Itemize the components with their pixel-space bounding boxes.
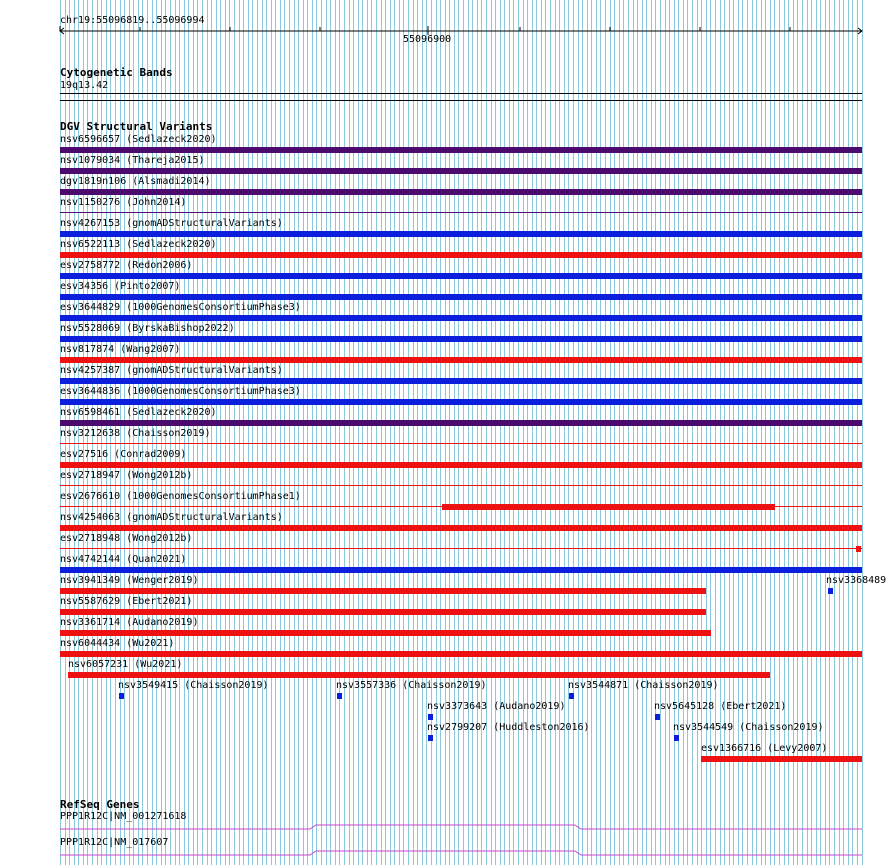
variant-bar[interactable]	[60, 294, 862, 300]
variant-bar[interactable]	[60, 315, 862, 321]
variant-bar[interactable]	[60, 357, 862, 363]
variant-label: nsv3361714 (Audano2019)	[60, 617, 199, 628]
variant-marker[interactable]	[674, 735, 679, 741]
variant-bar[interactable]	[60, 336, 862, 342]
variant-label: nsv4742144 (Quan2021)	[60, 554, 187, 565]
variant-label: esv3644829 (1000GenomesConsortiumPhase3)	[60, 302, 301, 313]
variant-marker[interactable]	[828, 588, 833, 594]
variant-label: nsv3549415 (Chaisson2019)	[118, 680, 269, 691]
variant-label: nsv1150276 (John2014)	[60, 197, 187, 208]
variant-label: nsv6522113 (Sedlazeck2020)	[60, 239, 217, 250]
variant-label: esv2676610 (1000GenomesConsortiumPhase1)	[60, 491, 301, 502]
variant-label: esv34356 (Pinto2007)	[60, 281, 181, 292]
gene-label: PPP1R12C|NM_017607	[60, 837, 169, 848]
variant-label: nsv4267153 (gnomADStructuralVariants)	[60, 218, 283, 229]
variant-label: esv27516 (Conrad2009)	[60, 449, 187, 460]
variant-bar[interactable]	[60, 212, 862, 213]
variant-bar[interactable]	[68, 672, 770, 678]
variant-label: nsv3373643 (Audano2019)	[427, 701, 566, 712]
gene-model[interactable]	[60, 820, 862, 832]
variant-bar[interactable]	[60, 630, 711, 636]
cytoband-bar-bottom	[60, 100, 862, 101]
variant-bar[interactable]	[60, 147, 862, 153]
variant-label: esv2758772 (Redon2006)	[60, 260, 193, 271]
variant-bar[interactable]	[60, 420, 862, 426]
cytoband-label: 19q13.42	[60, 80, 109, 91]
variant-bar[interactable]	[60, 485, 862, 486]
variant-label: esv3644836 (1000GenomesConsortiumPhase3)	[60, 386, 301, 397]
variant-label: nsv6057231 (Wu2021)	[68, 659, 183, 670]
variant-label: nsv3368489	[826, 575, 887, 586]
variant-bar[interactable]	[60, 231, 862, 237]
cytoband-track-title: Cytogenetic Bands	[60, 66, 173, 79]
dgv-track-title: DGV Structural Variants	[60, 120, 213, 133]
gene-model[interactable]	[60, 846, 862, 858]
variant-label: esv1366716 (Levy2007)	[701, 743, 828, 754]
variant-label: nsv5528069 (ByrskaBishop2022)	[60, 323, 235, 334]
gene-label: PPP1R12C|NM_001271618	[60, 811, 187, 822]
variant-bar[interactable]	[60, 189, 862, 195]
variant-marker[interactable]	[428, 735, 433, 741]
cytoband-bar-top[interactable]	[60, 93, 862, 94]
variant-marker[interactable]	[119, 693, 124, 699]
variant-bar[interactable]	[60, 567, 862, 573]
variant-segment[interactable]	[442, 504, 775, 510]
variant-label: nsv2799207 (Huddleston2016)	[427, 722, 590, 733]
variant-label: nsv5645128 (Ebert2021)	[654, 701, 787, 712]
variant-label: nsv3557336 (Chaisson2019)	[336, 680, 487, 691]
variant-label: nsv3212638 (Chaisson2019)	[60, 428, 211, 439]
variant-label: esv2718947 (Wong2012b)	[60, 470, 193, 481]
ruler-center-label: 55096900	[403, 34, 452, 45]
variant-label: nsv3544871 (Chaisson2019)	[568, 680, 719, 691]
variant-label: nsv6598461 (Sedlazeck2020)	[60, 407, 217, 418]
variant-bar[interactable]	[60, 443, 862, 444]
variant-bar[interactable]	[60, 399, 862, 405]
variant-label: nsv1079034 (Thareja2015)	[60, 155, 205, 166]
variant-label: nsv5587629 (Ebert2021)	[60, 596, 193, 607]
variant-bar[interactable]	[60, 273, 862, 279]
variant-label: dgv1819n106 (Alsmadi2014)	[60, 176, 211, 187]
variant-label: esv2718948 (Wong2012b)	[60, 533, 193, 544]
variant-bar[interactable]	[60, 525, 862, 531]
variant-label: nsv817874 (Wang2007)	[60, 344, 181, 355]
variant-bar[interactable]	[60, 588, 706, 594]
variant-bar[interactable]	[701, 756, 862, 762]
variant-bar[interactable]	[60, 462, 862, 468]
ruler-axis[interactable]	[58, 25, 864, 37]
variant-marker[interactable]	[655, 714, 660, 720]
variant-bar[interactable]	[60, 168, 862, 174]
variant-bar[interactable]	[60, 548, 862, 549]
variant-marker[interactable]	[428, 714, 433, 720]
variant-marker[interactable]	[337, 693, 342, 699]
ruler-range-label: chr19:55096819..55096994	[60, 15, 205, 26]
variant-marker[interactable]	[569, 693, 574, 699]
variant-bar[interactable]	[60, 252, 862, 258]
refseq-track-title: RefSeq Genes	[60, 798, 140, 811]
variant-label: nsv6044434 (Wu2021)	[60, 638, 175, 649]
variant-segment[interactable]	[856, 546, 861, 552]
variant-bar[interactable]	[60, 651, 862, 657]
variant-label: nsv6596657 (Sedlazeck2020)	[60, 134, 217, 145]
variant-label: nsv4254063 (gnomADStructuralVariants)	[60, 512, 283, 523]
variant-bar[interactable]	[60, 609, 706, 615]
variant-label: nsv3941349 (Wenger2019)	[60, 575, 199, 586]
variant-bar[interactable]	[60, 378, 862, 384]
variant-label: nsv3544549 (Chaisson2019)	[673, 722, 824, 733]
variant-label: nsv4257387 (gnomADStructuralVariants)	[60, 365, 283, 376]
